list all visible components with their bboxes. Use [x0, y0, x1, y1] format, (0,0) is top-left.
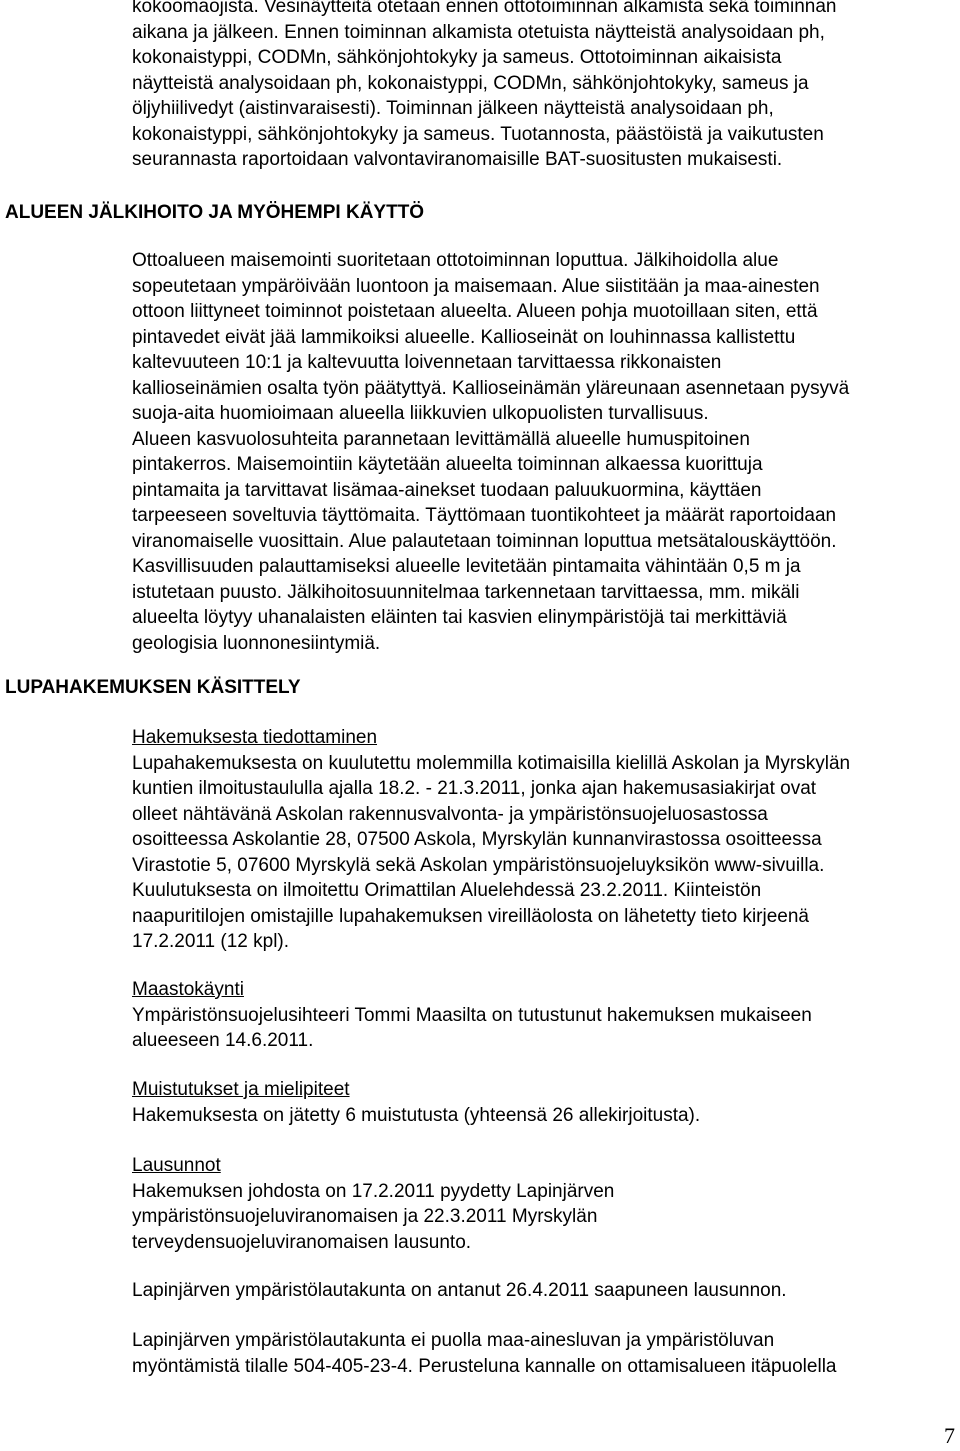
text-line: naapuritilojen omistajille lupahakemuksen vireilläolosta on lähetetty tieto kirjeenä [132, 905, 809, 927]
text-line: näytteistä analysoidaan ph, kokonaistyppi, CODMn, sähkönjohtokyky, sameus ja [132, 72, 809, 94]
committee-paragraph [132, 1328, 954, 1379]
text-line: seurannasta raportoidaan valvontaviranomaisille BAT-suositusten mukaisesti. [132, 149, 783, 170]
text-line: Ympäristönsuojelusihteeri Tommi Maasilta on tutustunut hakemuksen mukaiseen [132, 1004, 812, 1026]
text-line: Hakemuksesta on jätetty 6 muistutusta (yhteensä 26 allekirjoitusta). [132, 1104, 701, 1126]
site-visit-subsection [132, 977, 954, 1054]
text-line: kallioseinämien osalta työn päätyttyä. Kallioseinämän yläreunaan asennetaan pysyvä [132, 377, 850, 399]
text-line: sopeutetaan ympäröivään luontoon ja maisemaan. Alue siistitään ja maa-ainesten [132, 275, 820, 297]
text-line: ympäristönsuojeluviranomaisen ja 22.3.2011 Myrskylän [132, 1206, 598, 1227]
text-line: Ottoalueen maisemointi suoritetaan ottotoiminnan loputtua. Jälkihoidolla alue [132, 250, 779, 271]
text-line: terveydensuojeluviranomaisen lausunto. [132, 1231, 472, 1253]
statements-subsection [132, 1153, 954, 1255]
text-line: viranomaiselle vuosittain. Alue palautetaan toiminnan loputtua metsätalouskäyttöön. [132, 530, 837, 552]
intro-paragraph [132, 0, 954, 173]
subsection-title: Lausunnot [132, 1155, 221, 1176]
text-line: olleet nähtävänä Askolan rakennusvalvonta- ja ympäristönsuojeluosastossa [132, 803, 768, 825]
text-line: alueelta löytyy uhanalaisten eläinten tai kasvien elinympäristöjä tai merkittäviä [132, 607, 787, 628]
objections-subsection [132, 1077, 954, 1128]
text-line: Alueen kasvuolosuhteita parannetaan levittämällä alueelle humuspitoinen [132, 428, 750, 450]
text-line: pintakerros. Maisemointiin käytetään alueelta toiminnan alkaessa kuorittuja [132, 454, 763, 475]
text-line: 17.2.2011 (12 kpl). [132, 931, 290, 952]
text-line: osoitteessa Askolantie 28, 07500 Askola, Myrskylän kunnanvirastossa osoitteessa [132, 829, 822, 850]
text-line: istutetaan puusto. Jälkihoitosuunnitelmaa tarkennetaan tarvittaessa, mm. mikäli [132, 581, 800, 603]
text-line: suoja-aita huomioimaan alueella liikkuvien ulkopuolisten turvallisuus. [132, 403, 709, 424]
text-line: Virastotie 5, 07600 Myrskylä sekä Askolan ympäristönsuojeluyksikön www-sivuilla. [132, 854, 825, 876]
text-line: aikana ja jälkeen. Ennen toiminnan alkamista otetuista näytteistä analysoidaan ph, [132, 21, 825, 43]
text-line: Lapinjärven ympäristölautakunta on antanut 26.4.2011 saapuneen lausunnon. [132, 1280, 787, 1301]
text-line: alueeseen 14.6.2011. [132, 1030, 314, 1051]
aftercare-paragraph [132, 248, 954, 656]
text-line: tarpeeseen soveltuvia täyttömaita. Täyttömaan tuontikohteet ja määrät raportoidaan [132, 505, 837, 526]
text-line: kokonaistyppi, CODMn, sähkönjohtokyky ja sameus. Ottotoiminnan aikaisista [132, 47, 782, 68]
text-line: kuntien ilmoitustaululla ajalla 18.2. - 21.3.2011, jonka ajan hakemusasiakirjat ovat [132, 778, 817, 799]
section-heading-aftercare: ALUEEN JÄLKIHOITO JA MYÖHEMPI KÄYTTÖ [5, 202, 425, 223]
text-line: Hakemuksen johdosta on 17.2.2011 pyydetty Lapinjärven [132, 1180, 615, 1202]
text-line: öljyhiilivedyt (aistinvaraisesti). Toiminnan jälkeen näytteistä analysoidaan ph, [132, 98, 774, 119]
text-line: pintavedet eivät jää lammikoiksi alueelle. Kallioseinät on louhinnassa kallistettu [132, 326, 796, 348]
text-line: Lupahakemuksesta on kuulutettu molemmilla kotimaisilla kielillä Askolan ja Myrskylän [132, 752, 851, 774]
text-line: kaltevuuteen 10:1 ja kaltevuutta loivennetaan tarvittaessa rikkonaisten [132, 352, 722, 373]
text-line: ottoon liittyneet toiminnot poistetaan alueelta. Alueen pohja muotoillaan siten, että [132, 301, 818, 322]
text-line: myöntämistä tilalle 504-405-23-4. Perusteluna kannalle on ottamisalueen itäpuolella [132, 1355, 837, 1377]
text-line: pintamaita ja tarvittavat lisämaa-ainekset tuodaan paluukuormina, käyttäen [132, 479, 762, 501]
announcement-subsection [132, 725, 954, 955]
text-line: Kuulutuksesta on ilmoitettu Orimattilan Aluelehdessä 23.2.2011. Kiinteistön [132, 880, 762, 901]
text-line: Lapinjärven ympäristölautakunta ei puolla maa-ainesluvan ja ympäristöluvan [132, 1330, 775, 1351]
subsection-title: Muistutukset ja mielipiteet [132, 1079, 350, 1100]
text-line: Kasvillisuuden palauttamiseksi alueelle levitetään pintamaita vähintään 0,5 m ja [132, 556, 801, 577]
text-line: geologisia luonnonesiintymiä. [132, 632, 381, 654]
subsection-title: Hakemuksesta tiedottaminen [132, 727, 378, 748]
text-line: kokoomaojista. Vesinäytteitä otetaan ennen ottotoiminnan alkamista sekä toiminnan [132, 0, 837, 17]
text-line: kokonaistyppi, sähkönjohtokyky ja sameus. Tuotannosta, päästöistä ja vaikutusten [132, 123, 824, 145]
lapinjarvi-statement-paragraph [132, 1278, 954, 1304]
subsection-title: Maastokäynti [132, 979, 244, 1000]
section-heading-processing: LUPAHAKEMUKSEN KÄSITTELY [5, 677, 301, 698]
page-number: 7 [944, 1423, 955, 1448]
